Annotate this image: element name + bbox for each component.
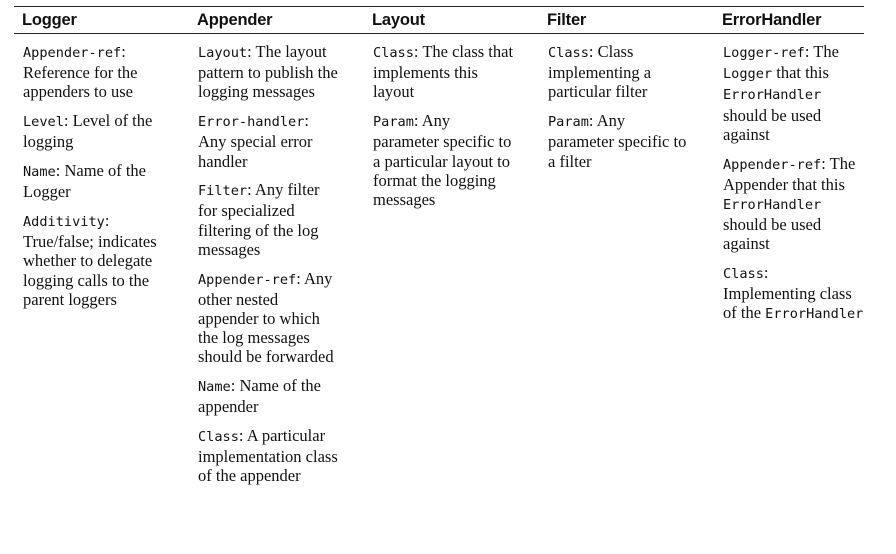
attribute-name: ErrorHandler: [765, 306, 864, 323]
cell-entry: [198, 376, 340, 416]
header-layout: Layout: [372, 10, 425, 29]
attribute-description: : Name of the Logger: [23, 161, 147, 202]
attribute-description: should be used against: [723, 105, 822, 144]
attribute-name: Logger-ref: [723, 45, 805, 61]
attribute-description: : Name of the appender: [198, 376, 322, 417]
attribute-description: should be used against: [723, 215, 822, 254]
column-layout: [364, 42, 539, 495]
attribute-description: : True/false; indicates whether to delegate logging calls to the parent loggers: [23, 210, 157, 309]
attribute-name: Class: [723, 266, 764, 283]
attribute-description: : The layout pattern to publish the logging messages: [198, 42, 338, 102]
attribute-name: Param: [373, 114, 414, 131]
attribute-name: Layout: [198, 45, 248, 61]
cell-entry: [198, 269, 340, 367]
attribute-name: Logger: [723, 66, 773, 83]
attribute-description: : The class that implements this layout: [373, 42, 514, 102]
cell-entry: [23, 111, 165, 151]
attribute-name: Filter: [198, 183, 248, 200]
cell-entry: [198, 42, 340, 102]
attribute-description: : Reference for the appenders to use: [23, 42, 138, 102]
column-errorhandler: [714, 42, 864, 495]
log4j-config-table: [14, 6, 864, 495]
column-appender: [189, 42, 364, 495]
attribute-description: : Any parameter specific to a filter: [548, 111, 687, 171]
attribute-name: ErrorHandler: [723, 196, 822, 213]
cell-entry: [23, 211, 165, 309]
attribute-description: : Any filter for specialized filtering of the log messages: [198, 180, 320, 259]
cell-entry: [373, 42, 515, 102]
header-logger: Logger: [22, 10, 77, 29]
attribute-description: : Any other nested appender to which the log messages should be forwarded: [198, 268, 334, 367]
cell-entry: [198, 426, 340, 486]
attribute-description: : The Appender that this: [723, 153, 856, 194]
header-filter: Filter: [547, 10, 587, 29]
cell-entry: [548, 42, 690, 102]
attribute-description: : Level of the logging: [23, 111, 153, 152]
attribute-name: Level: [23, 114, 64, 131]
attribute-description: : The: [804, 42, 839, 61]
header-errorhandler: ErrorHandler: [722, 10, 822, 29]
attribute-description: : Any parameter specific to a particular layout to format the logging messages: [373, 111, 512, 209]
cell-entry: [198, 111, 340, 171]
table-header: [14, 6, 864, 34]
attribute-name: Class: [373, 45, 414, 61]
attribute-name: Class: [198, 428, 239, 445]
column-filter: [539, 42, 714, 495]
attribute-description: : Implementing class of the: [723, 263, 852, 323]
attribute-name: Appender-ref: [23, 45, 122, 61]
table-body: [14, 34, 864, 495]
attribute-name: Appender-ref: [198, 271, 297, 288]
cell-entry: [198, 180, 340, 259]
cell-entry: [548, 111, 690, 171]
attribute-description: : A particular implementation class of the appender: [198, 425, 338, 486]
cell-entry: [373, 111, 515, 209]
attribute-name: Name: [198, 379, 231, 396]
attribute-name: Class: [548, 45, 589, 61]
attribute-name: ErrorHandler: [723, 87, 822, 104]
cell-entry: [723, 263, 865, 325]
cell-entry: [723, 154, 865, 254]
cell-entry: [23, 42, 165, 102]
attribute-name: Error-handler: [198, 114, 305, 131]
attribute-name: Additivity: [23, 213, 105, 230]
attribute-name: Name: [23, 164, 56, 181]
column-logger: [14, 42, 189, 495]
cell-entry: [723, 42, 865, 144]
attribute-description: : Any special error handler: [198, 111, 313, 171]
cell-entry: [23, 161, 165, 201]
attribute-description: that this: [772, 63, 829, 83]
header-appender: Appender: [197, 10, 273, 29]
attribute-name: Appender-ref: [723, 156, 822, 173]
attribute-name: Param: [548, 114, 589, 131]
attribute-description: : Class implementing a particular filter: [548, 42, 652, 102]
